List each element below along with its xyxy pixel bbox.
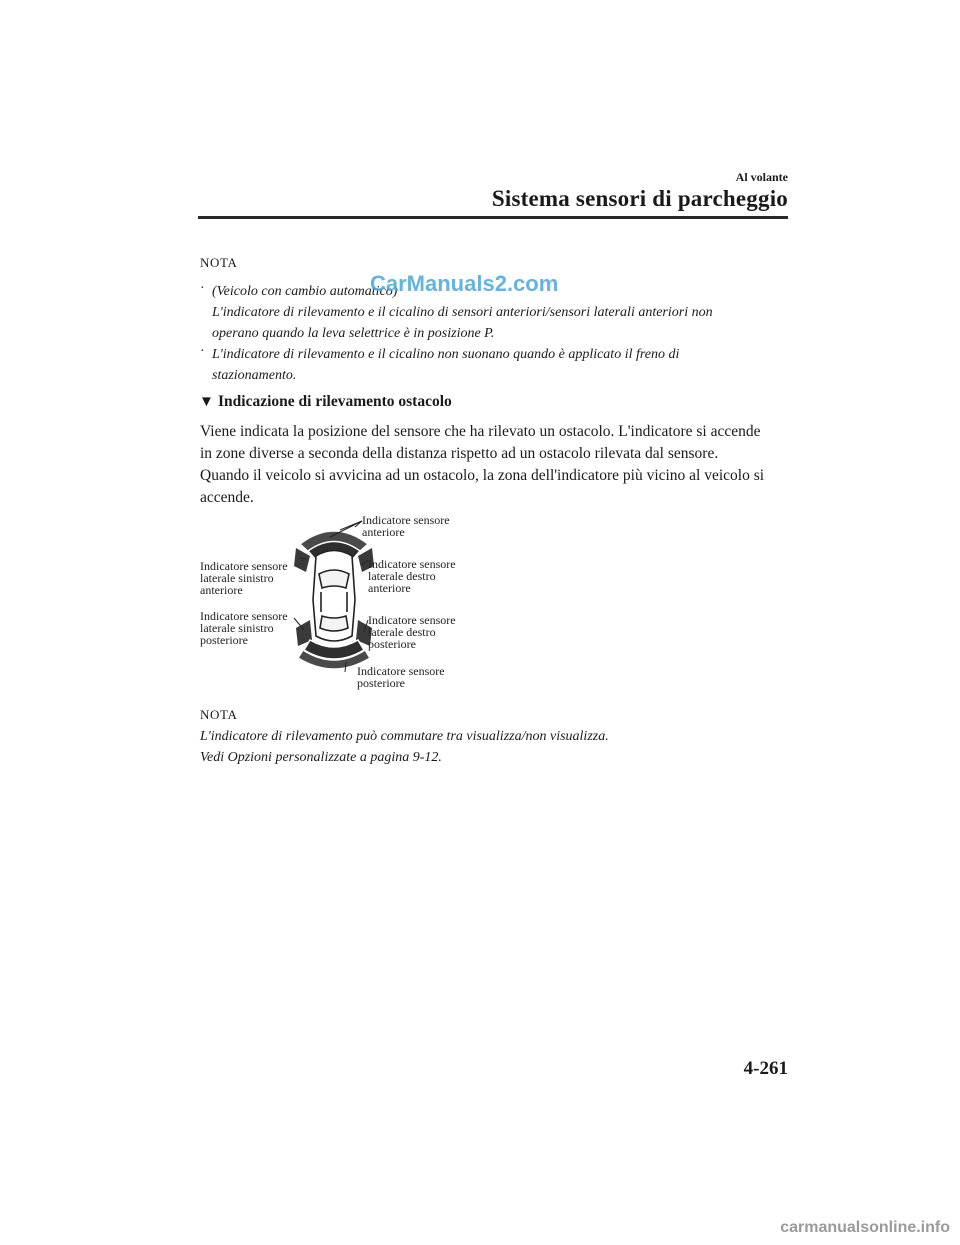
label-rear-sensor: Indicatore sensore posteriore — [357, 664, 445, 690]
note-line: L'indicatore di rilevamento e il cicalino di sensori anteriori/sensori laterali anteriori non — [212, 305, 713, 320]
note-line: operano quando la leva selettrice è in posizione P. — [212, 326, 495, 341]
note-line: L'indicatore di rilevamento può commutare tra visualizza/non visualizza. — [200, 729, 609, 744]
label-rear-right-sensor: Indicatore sensore laterale destro posteriore — [368, 613, 456, 651]
note-line: L'indicatore di rilevamento e il cicalino non suonano quando è applicato il freno di — [212, 347, 680, 362]
section-heading: Indicazione di rilevamento ostacolo — [218, 393, 452, 410]
label-front-left-sensor: Indicatore sensore laterale sinistro anteriore — [200, 559, 288, 597]
note-label: NOTA — [200, 255, 238, 270]
note-line: stazionamento. — [212, 368, 297, 383]
note-label: NOTA — [200, 707, 238, 722]
paragraph-line: Viene indicata la posizione del sensore che ha rilevato un ostacolo. L'indicatore si accende — [200, 423, 761, 440]
triangle-marker-icon: ▼ — [199, 394, 214, 410]
section-label: Al volante — [735, 170, 788, 184]
page-number: 4-261 — [743, 1058, 788, 1079]
watermark-logo: CarManuals2.com — [370, 271, 559, 296]
label-front-right-sensor: Indicatore sensore laterale destro anteriore — [368, 557, 456, 595]
paragraph-line: accende. — [200, 489, 254, 506]
bullet-dot: · — [200, 281, 205, 296]
label-front-sensor: Indicatore sensore anteriore — [362, 513, 450, 539]
note-line: (Veicolo con cambio automatico) — [212, 284, 398, 299]
page-title: Sistema sensori di parcheggio — [491, 186, 788, 211]
bullet-dot: · — [200, 344, 205, 359]
label-rear-left-sensor: Indicatore sensore laterale sinistro posteriore — [200, 609, 288, 647]
paragraph-line: in zone diverse a seconda della distanza rispetto ad un ostacolo rilevata dal sensore. — [200, 445, 719, 462]
footer-watermark: carmanualsonline.info — [780, 1219, 950, 1236]
paragraph-line: Quando il veicolo si avvicina ad un ostacolo, la zona dell'indicatore più vicino al veicolo si — [200, 467, 765, 484]
parking-sensor-diagram — [180, 500, 500, 700]
car-body-icon — [313, 551, 355, 642]
title-rule — [198, 216, 788, 219]
note-line: Vedi Opzioni personalizzate a pagina 9-12. — [200, 750, 442, 765]
